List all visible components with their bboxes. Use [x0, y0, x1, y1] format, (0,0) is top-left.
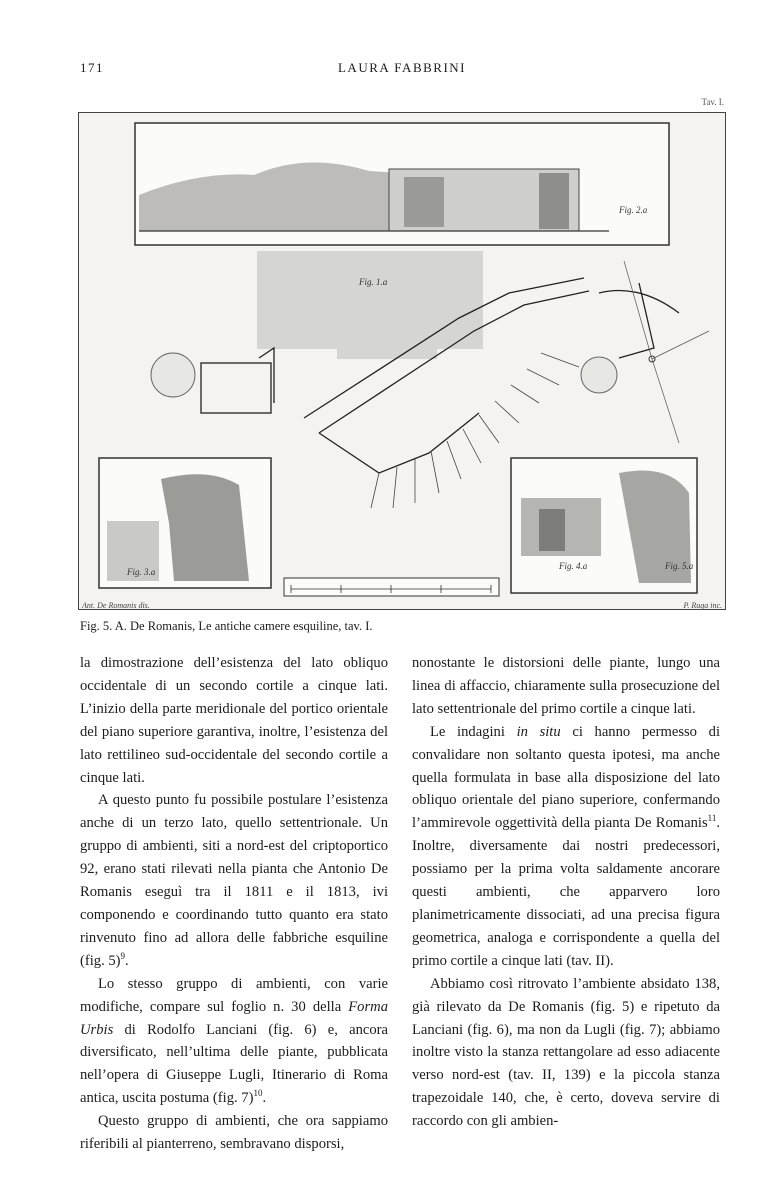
right-column	[412, 652, 720, 1133]
plan-apse	[581, 357, 617, 393]
paragraph: Abbiamo così ritrovato l’ambiente absidato 138, già rilevato da De Romanis (fig. 5) e ripetuto da Lanciani (fig. 6), ma non da Lugli (fig. 7); abbiamo inoltre visto la stanza rettangolare ad esso adiacente verso nord-est (tav. II, 139) e la piccola stanza trapezoidale 140, che, è certo, doveva servire di raccordo con gli ambien-	[412, 975, 720, 1130]
fig-label-1: Fig. 1.a	[359, 277, 388, 287]
footnote-ref: 11	[707, 813, 717, 824]
fig-label-2: Fig. 2.a	[619, 205, 648, 215]
archaeological-plate	[78, 112, 726, 610]
paragraph: Lo stesso gruppo di ambienti, con varie modifiche, compare sul foglio n. 30 della Forma Urbis di Rodolfo Lanciani (fig. 6) e, ancora diversificato, nell’ultima delle piante, pubblicata nell’opera di Giuseppe Lugli, Itinerario di Roma antica, uscita postuma (fig. 7)$^{10}$.	[80, 975, 388, 1107]
paragraph: Questo gruppo di ambienti, che ora sappiamo riferibili al pianterreno, sembravano disporsi,	[80, 1113, 388, 1153]
plate-drawing	[79, 113, 725, 609]
page-number: 171	[80, 60, 104, 75]
paragraph: Le indagini in situ ci hanno permesso di convalidare non soltanto questa ipotesi, ma anche quella formulata in base alla disposizione del lato obliquo orientale del piano superiore, confermando l’ammirevole oggettività della pianta De Romanis$^{11}$. Inoltre, diversamente dai nostri predecessori, possiamo per la prima volta saldamente ancorare questi ambienti, che apparvero loro planimetricamente dissociati, ad una precisa figura geometrica, analoga e corrispondente a quella del primo cortile a cinque lati (tav. II).	[412, 723, 720, 969]
section-opening	[539, 173, 569, 229]
running-head	[80, 60, 724, 80]
paragraph: nonostante le distorsioni delle piante, lungo una linea di affaccio, chiaramente sulla prosecuzione del lato settentrionale del primo cortile a cinque lati.	[412, 655, 720, 717]
plate-tag: Tav. I.	[701, 97, 724, 107]
fig-label-4: Fig. 4.a	[559, 561, 588, 571]
left-column	[80, 652, 388, 1156]
fig-label-5: Fig. 5.a	[665, 561, 694, 571]
figure-caption: Fig. 5. A. De Romanis, Le antiche camere esquiline, tav. I.	[80, 619, 373, 633]
footnote-ref: 9	[120, 950, 126, 961]
section-opening	[404, 177, 444, 227]
fig-label-3: Fig. 3.a	[127, 567, 156, 577]
footnote-ref: 10	[253, 1088, 263, 1099]
paragraph: la dimostrazione dell’esistenza del lato obliquo occidentale di un secondo cortile a cinque lati. L’inizio della parte meridionale del portico orientale del piano superiore garantiva, inoltre, l’esistenza del lato rettilineo sud-occidentale del secondo cortile a cinque lati.	[80, 655, 388, 786]
plan-apse	[151, 353, 195, 397]
fig3-ruin	[161, 474, 249, 581]
plan-compass-lines	[624, 261, 709, 443]
author-name: LAURA FABBRINI	[337, 60, 467, 75]
scale-bar	[284, 578, 499, 596]
plate-credit-right: P. Ruga inc.	[683, 601, 722, 610]
paragraph: A questo punto fu possibile postulare l’esistenza anche di un terzo lato, quello settentrionale. Un gruppo di ambienti, siti a nord-est del criptoportico 92, erano stati rilevati nella pianta che Antonio De Romanis eseguì tra il 1811 e il 1813, ivi componendo e coordinando tutto quanto era stato rinvenuto fino ad allora delle fabbriche esquiline (fig. 5)$^9$.	[80, 792, 388, 969]
plate-credit-left: Ant. De Romanis dis.	[82, 601, 150, 610]
